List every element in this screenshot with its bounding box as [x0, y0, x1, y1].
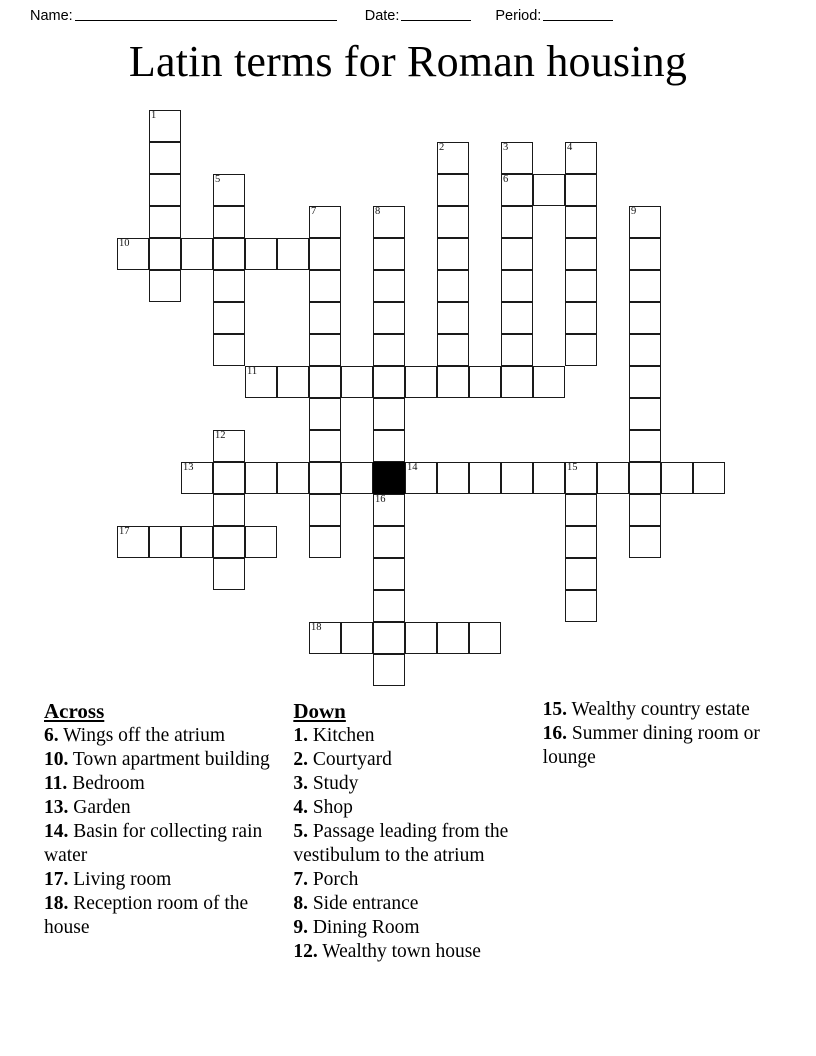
- grid-cell[interactable]: [469, 366, 501, 398]
- grid-cell[interactable]: [629, 526, 661, 558]
- grid-cell[interactable]: [373, 398, 405, 430]
- grid-cell[interactable]: [565, 270, 597, 302]
- grid-cell[interactable]: [309, 334, 341, 366]
- grid-cell-number: 13: [183, 462, 194, 473]
- grid-cell[interactable]: [373, 590, 405, 622]
- grid-cell[interactable]: [341, 366, 373, 398]
- clue-text: Study: [307, 773, 359, 794]
- grid-cell-number: 5: [215, 174, 221, 185]
- clue-text: Summer dining room or lounge: [542, 723, 760, 768]
- grid-cell[interactable]: [629, 206, 661, 238]
- grid-cell[interactable]: [565, 462, 597, 494]
- grid-cell[interactable]: [501, 302, 533, 334]
- grid-cell[interactable]: [277, 366, 309, 398]
- clue-number: 13.: [44, 797, 69, 818]
- grid-cell[interactable]: [149, 174, 181, 206]
- grid-cell[interactable]: [533, 462, 565, 494]
- grid-cell[interactable]: [245, 366, 277, 398]
- clue-text: Shop: [307, 797, 353, 818]
- grid-cell[interactable]: [629, 398, 661, 430]
- clue-number: 2.: [293, 749, 308, 770]
- clue-text: Passage leading from the vestibulum to the atrium: [293, 821, 509, 866]
- clue-down-1: [293, 724, 530, 748]
- grid-cell-blocked: [373, 462, 405, 494]
- grid-cell[interactable]: [309, 526, 341, 558]
- grid-cell-number: 15: [567, 462, 578, 473]
- grid-cell[interactable]: [213, 526, 245, 558]
- grid-cell[interactable]: [373, 270, 405, 302]
- clue-text: Wings off the atrium: [58, 725, 226, 746]
- grid-cell[interactable]: [213, 206, 245, 238]
- grid-cell[interactable]: [629, 430, 661, 462]
- grid-cell[interactable]: [373, 206, 405, 238]
- grid-cell[interactable]: [309, 206, 341, 238]
- clues-section: [44, 698, 780, 978]
- grid-cell-number: 1: [151, 110, 157, 121]
- clue-number: 11.: [44, 773, 68, 794]
- grid-cell[interactable]: [309, 238, 341, 270]
- clue-number: 18.: [44, 893, 69, 914]
- grid-cell[interactable]: [373, 430, 405, 462]
- clue-number: 12.: [293, 941, 318, 962]
- grid-cell[interactable]: [629, 366, 661, 398]
- grid-cell[interactable]: [661, 462, 693, 494]
- grid-cell[interactable]: [629, 462, 661, 494]
- clue-across-10: [44, 748, 281, 772]
- grid-cell[interactable]: [629, 334, 661, 366]
- grid-cell[interactable]: [309, 494, 341, 526]
- grid-cell[interactable]: [309, 398, 341, 430]
- grid-cell[interactable]: [405, 366, 437, 398]
- grid-cell[interactable]: [629, 238, 661, 270]
- clue-text: Living room: [68, 869, 172, 890]
- clue-across-14: [44, 820, 281, 868]
- grid-cell[interactable]: [213, 238, 245, 270]
- grid-cell[interactable]: [373, 494, 405, 526]
- clue-across-13: [44, 796, 281, 820]
- clue-down-12: [293, 940, 530, 964]
- grid-cell[interactable]: [437, 142, 469, 174]
- grid-cell-number: 14: [407, 462, 418, 473]
- clue-across-17: [44, 868, 281, 892]
- grid-cell[interactable]: [309, 622, 341, 654]
- grid-cell[interactable]: [565, 526, 597, 558]
- grid-cell[interactable]: [501, 334, 533, 366]
- grid-cell[interactable]: [565, 302, 597, 334]
- grid-cell[interactable]: [213, 302, 245, 334]
- clue-number: 17.: [44, 869, 69, 890]
- grid-cell[interactable]: [149, 142, 181, 174]
- clue-number: 10.: [44, 749, 69, 770]
- grid-cell[interactable]: [213, 462, 245, 494]
- grid-cell[interactable]: [437, 238, 469, 270]
- clue-number: 7.: [293, 869, 308, 890]
- grid-cell[interactable]: [149, 526, 181, 558]
- clue-text: Basin for collecting rain water: [44, 821, 263, 866]
- grid-cell[interactable]: [501, 142, 533, 174]
- down-heading: Down: [293, 699, 346, 723]
- grid-cell[interactable]: [565, 174, 597, 206]
- grid-cell[interactable]: [277, 462, 309, 494]
- clue-across-6: [44, 724, 281, 748]
- grid-cell[interactable]: [405, 462, 437, 494]
- clue-number: 15.: [542, 699, 568, 720]
- grid-cell[interactable]: [565, 142, 597, 174]
- clue-number: 1.: [293, 725, 308, 746]
- clue-text: Reception room of the house: [44, 893, 249, 938]
- grid-cell[interactable]: [437, 334, 469, 366]
- clue-text: Wealthy country estate: [567, 699, 750, 720]
- grid-cell[interactable]: [309, 366, 341, 398]
- clue-down-7: [293, 868, 530, 892]
- grid-cell[interactable]: [469, 462, 501, 494]
- grid-cell[interactable]: [501, 366, 533, 398]
- grid-cell[interactable]: [373, 302, 405, 334]
- grid-cell[interactable]: [629, 494, 661, 526]
- grid-cell[interactable]: [405, 622, 437, 654]
- grid-cell[interactable]: [181, 238, 213, 270]
- grid-cell-number: 18: [311, 622, 322, 633]
- clue-down-9: [293, 916, 530, 940]
- grid-cell[interactable]: [309, 430, 341, 462]
- grid-cell[interactable]: [373, 334, 405, 366]
- clue-number: 3.: [293, 773, 308, 794]
- grid-cell[interactable]: [213, 558, 245, 590]
- grid-cell[interactable]: [213, 270, 245, 302]
- clue-number: 5.: [293, 821, 308, 842]
- grid-cell[interactable]: [245, 526, 277, 558]
- grid-cell[interactable]: [437, 302, 469, 334]
- grid-cell[interactable]: [693, 462, 725, 494]
- grid-cell[interactable]: [277, 238, 309, 270]
- clue-text: Dining Room: [307, 917, 420, 938]
- clue-text: Courtyard: [307, 749, 392, 770]
- clue-down-3: [293, 772, 530, 796]
- grid-cell[interactable]: [565, 558, 597, 590]
- grid-cell[interactable]: [117, 526, 149, 558]
- grid-cell-number: 11: [247, 366, 258, 377]
- period-label: Period:: [495, 8, 542, 24]
- grid-cell[interactable]: [149, 270, 181, 302]
- grid-cell[interactable]: [213, 334, 245, 366]
- clue-number: 6.: [44, 725, 59, 746]
- grid-cell-number: 12: [215, 430, 226, 441]
- clue-down-15: [543, 698, 780, 722]
- clue-number: 8.: [293, 893, 308, 914]
- grid-cell[interactable]: [245, 462, 277, 494]
- clue-number: 4.: [293, 797, 308, 818]
- grid-cell[interactable]: [565, 334, 597, 366]
- grid-cell[interactable]: [341, 622, 373, 654]
- grid-cell[interactable]: [501, 238, 533, 270]
- grid-cell-number: 7: [311, 206, 317, 217]
- grid-cell[interactable]: [437, 366, 469, 398]
- grid-cell[interactable]: [149, 206, 181, 238]
- grid-cell[interactable]: [309, 270, 341, 302]
- grid-cell[interactable]: [629, 270, 661, 302]
- grid-cell-number: 10: [119, 238, 130, 249]
- clue-number: 16.: [542, 723, 568, 744]
- page-title: Latin terms for Roman housing: [128, 37, 688, 86]
- grid-cell[interactable]: [213, 430, 245, 462]
- grid-cell[interactable]: [501, 174, 533, 206]
- grid-cell[interactable]: [501, 462, 533, 494]
- clue-down-4: [293, 796, 530, 820]
- grid-cell-number: 16: [375, 494, 386, 505]
- clue-down-16: [543, 722, 780, 770]
- grid-cell[interactable]: [181, 526, 213, 558]
- clue-across-18: [44, 892, 281, 940]
- grid-cell[interactable]: [341, 462, 373, 494]
- grid-cell-number: 3: [503, 142, 509, 153]
- clue-number: 9.: [293, 917, 308, 938]
- clue-down-5: [293, 820, 530, 868]
- grid-cell[interactable]: [437, 206, 469, 238]
- grid-cell[interactable]: [437, 174, 469, 206]
- grid-cell[interactable]: [565, 238, 597, 270]
- grid-cell[interactable]: [149, 110, 181, 142]
- grid-cell[interactable]: [565, 590, 597, 622]
- grid-cell-number: 9: [631, 206, 637, 217]
- grid-cell[interactable]: [149, 238, 181, 270]
- grid-cell[interactable]: [501, 206, 533, 238]
- clue-number: 14.: [44, 821, 69, 842]
- grid-cell[interactable]: [213, 174, 245, 206]
- grid-cell[interactable]: [373, 366, 405, 398]
- grid-cell[interactable]: [533, 366, 565, 398]
- clue-text: Porch: [307, 869, 359, 890]
- grid-cell[interactable]: [373, 622, 405, 654]
- grid-cell[interactable]: [533, 174, 565, 206]
- grid-cell[interactable]: [565, 206, 597, 238]
- grid-cell[interactable]: [501, 270, 533, 302]
- date-label: Date:: [364, 8, 400, 24]
- grid-cell[interactable]: [597, 462, 629, 494]
- name-label: Name:: [30, 8, 73, 24]
- grid-cell[interactable]: [437, 270, 469, 302]
- clue-text: Bedroom: [67, 773, 145, 794]
- grid-cell-number: 4: [567, 142, 573, 153]
- clue-down-8: [293, 892, 530, 916]
- clue-text: Side entrance: [307, 893, 419, 914]
- grid-cell-number: 17: [119, 526, 130, 537]
- clue-across-11: [44, 772, 281, 796]
- grid-cell[interactable]: [245, 238, 277, 270]
- grid-cell[interactable]: [309, 302, 341, 334]
- grid-cell[interactable]: [309, 462, 341, 494]
- clue-text: Wealthy town house: [317, 941, 481, 962]
- grid-cell[interactable]: [213, 494, 245, 526]
- grid-cell[interactable]: [181, 462, 213, 494]
- grid-cell-number: 2: [439, 142, 445, 153]
- grid-cell[interactable]: [373, 654, 405, 686]
- clue-text: Garden: [68, 797, 131, 818]
- grid-cell[interactable]: [437, 622, 469, 654]
- grid-cell[interactable]: [437, 462, 469, 494]
- grid-cell-number: 6: [503, 174, 509, 185]
- grid-cell[interactable]: [629, 302, 661, 334]
- grid-cell[interactable]: [469, 622, 501, 654]
- clue-down-2: [293, 748, 530, 772]
- grid-cell[interactable]: [373, 558, 405, 590]
- grid-cell-number: 8: [375, 206, 381, 217]
- grid-cell[interactable]: [373, 238, 405, 270]
- clue-text: Kitchen: [307, 725, 375, 746]
- clue-text: Town apartment building: [68, 749, 270, 770]
- across-heading: Across: [44, 699, 105, 723]
- grid-cell[interactable]: [117, 238, 149, 270]
- grid-cell[interactable]: [565, 494, 597, 526]
- grid-cell[interactable]: [373, 526, 405, 558]
